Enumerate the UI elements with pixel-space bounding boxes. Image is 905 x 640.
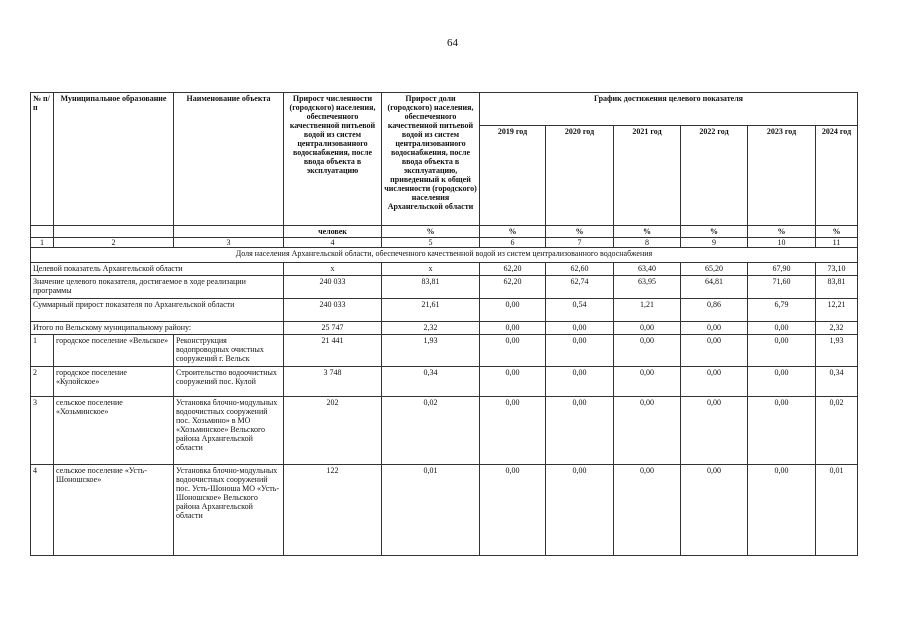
summary-label: Целевой показатель Архангельской области — [31, 263, 284, 276]
row-year-value: 0,00 — [480, 367, 546, 397]
table-row — [31, 465, 858, 556]
column-number: 4 — [284, 238, 382, 248]
summary-year-value: 62,60 — [546, 263, 614, 276]
row-municipality: городское поселение «Кулойское» — [54, 367, 174, 397]
row-year-value: 0,34 — [816, 367, 858, 397]
header-year: 2022 год — [681, 126, 748, 226]
header-year: 2019 год — [480, 126, 546, 226]
row-share: 0,02 — [382, 397, 480, 465]
row-persons: 3 748 — [284, 367, 382, 397]
summary-year-value: 62,20 — [480, 276, 546, 299]
column-number: 6 — [480, 238, 546, 248]
summary-year-value: 0,86 — [681, 299, 748, 322]
unit-persons: человек — [284, 226, 382, 238]
row-year-value: 0,01 — [816, 465, 858, 556]
summary-year-value: 65,20 — [681, 263, 748, 276]
summary-year-value: 71,60 — [748, 276, 816, 299]
row-year-value: 0,00 — [748, 335, 816, 367]
summary-row — [31, 263, 858, 276]
row-share: 0,01 — [382, 465, 480, 556]
summary-year-value: 6,79 — [748, 299, 816, 322]
column-number: 7 — [546, 238, 614, 248]
row-persons: 202 — [284, 397, 382, 465]
units-empty — [54, 226, 174, 238]
summary-share: 83,81 — [382, 276, 480, 299]
summary-year-value: 0,00 — [480, 299, 546, 322]
unit-pct: % — [816, 226, 858, 238]
summary-persons: 240 033 — [284, 299, 382, 322]
summary-year-value: 64,81 — [681, 276, 748, 299]
row-year-value: 0,00 — [480, 397, 546, 465]
column-number: 5 — [382, 238, 480, 248]
row-number: 2 — [31, 367, 54, 397]
summary-year-value: 67,90 — [748, 263, 816, 276]
column-number: 3 — [174, 238, 284, 248]
column-number: 11 — [816, 238, 858, 248]
header-municipality: Муниципальное образование — [54, 93, 174, 226]
row-municipality: сельское поселение «Усть-Шоношское» — [54, 465, 174, 556]
column-number: 2 — [54, 238, 174, 248]
summary-year-value: 0,54 — [546, 299, 614, 322]
unit-pct: % — [614, 226, 681, 238]
table-row — [31, 367, 858, 397]
header-object: Наименование объекта — [174, 93, 284, 226]
row-share: 0,34 — [382, 367, 480, 397]
row-object: Реконструкция водопроводных очистных сооружений г. Вельск — [174, 335, 284, 367]
row-persons: 21 441 — [284, 335, 382, 367]
header-num: № п/п — [31, 93, 54, 226]
summary-persons: 240 033 — [284, 276, 382, 299]
row-year-value: 0,00 — [614, 367, 681, 397]
unit-pct: % — [681, 226, 748, 238]
units-empty — [174, 226, 284, 238]
row-number: 4 — [31, 465, 54, 556]
summary-year-value: 0,00 — [681, 322, 748, 335]
row-year-value: 0,00 — [546, 397, 614, 465]
row-share: 1,93 — [382, 335, 480, 367]
section-title-row — [31, 248, 858, 263]
header-year: 2021 год — [614, 126, 681, 226]
summary-persons: x — [284, 263, 382, 276]
summary-year-value: 2,32 — [816, 322, 858, 335]
column-number: 10 — [748, 238, 816, 248]
summary-year-value: 62,20 — [480, 263, 546, 276]
row-number: 1 — [31, 335, 54, 367]
row-year-value: 0,00 — [681, 367, 748, 397]
summary-year-value: 12,21 — [816, 299, 858, 322]
column-number: 9 — [681, 238, 748, 248]
summary-row — [31, 276, 858, 299]
row-year-value: 0,00 — [748, 397, 816, 465]
row-municipality: сельское поселение «Хозьминское» — [54, 397, 174, 465]
unit-pct: % — [382, 226, 480, 238]
summary-label: Значение целевого показателя, достигаемое в ходе реализации программы — [31, 276, 284, 299]
unit-pct: % — [546, 226, 614, 238]
row-year-value: 0,00 — [748, 465, 816, 556]
summary-year-value: 0,00 — [748, 322, 816, 335]
row-year-value: 0,00 — [681, 335, 748, 367]
row-year-value: 0,02 — [816, 397, 858, 465]
summary-row — [31, 322, 858, 335]
row-year-value: 0,00 — [614, 465, 681, 556]
units-empty — [31, 226, 54, 238]
row-year-value: 0,00 — [480, 335, 546, 367]
row-year-value: 0,00 — [614, 335, 681, 367]
table-row — [31, 335, 858, 367]
unit-pct: % — [748, 226, 816, 238]
header-share-growth: Прирост доли (городского) населения, обеспеченного качественной питьевой водой из систем централизованного водоснабжения, после ввода объекта в эксплуатацию, приведенный к общей численности (городского) населения Архангельской области — [382, 93, 480, 226]
row-object: Строительство водоочистных сооружений пос. Кулой — [174, 367, 284, 397]
summary-label: Итого по Вельскому муниципальному району: — [31, 322, 284, 335]
header-year: 2023 год — [748, 126, 816, 226]
header-row-1 — [31, 93, 858, 126]
row-number: 3 — [31, 397, 54, 465]
row-year-value: 0,00 — [614, 397, 681, 465]
column-number: 8 — [614, 238, 681, 248]
summary-share: x — [382, 263, 480, 276]
summary-label: Суммарный прирост показателя по Архангельской области — [31, 299, 284, 322]
summary-year-value: 62,74 — [546, 276, 614, 299]
page-number: 64 — [447, 37, 458, 49]
row-object: Установка блочно-модульных водоочистных сооружений пос. Усть-Шоноша МО «Усть-Шоношское» Вельского района Архангельской области — [174, 465, 284, 556]
target-indicator-table — [30, 92, 858, 556]
column-number-row — [31, 238, 858, 248]
summary-year-value: 63,95 — [614, 276, 681, 299]
header-year: 2020 год — [546, 126, 614, 226]
summary-year-value: 63,40 — [614, 263, 681, 276]
row-year-value: 0,00 — [546, 465, 614, 556]
summary-year-value: 73,10 — [816, 263, 858, 276]
summary-rows — [31, 263, 858, 335]
row-year-value: 1,93 — [816, 335, 858, 367]
summary-year-value: 83,81 — [816, 276, 858, 299]
units-row — [31, 226, 858, 238]
column-number: 1 — [31, 238, 54, 248]
summary-year-value: 0,00 — [614, 322, 681, 335]
row-object: Установка блочно-модульных водоочистных сооружений пос. Хозьмино» в МО «Хозьминское» Вельского района Архангельской области — [174, 397, 284, 465]
table-row — [31, 397, 858, 465]
row-year-value: 0,00 — [681, 397, 748, 465]
header-schedule: График достижения целевого показателя — [480, 93, 858, 126]
header-year: 2024 год — [816, 126, 858, 226]
row-year-value: 0,00 — [546, 335, 614, 367]
row-year-value: 0,00 — [681, 465, 748, 556]
row-municipality: городское поселение «Вельское» — [54, 335, 174, 367]
summary-year-value: 0,00 — [480, 322, 546, 335]
summary-persons: 25 747 — [284, 322, 382, 335]
summary-share: 21,61 — [382, 299, 480, 322]
summary-share: 2,32 — [382, 322, 480, 335]
row-year-value: 0,00 — [748, 367, 816, 397]
object-rows — [31, 335, 858, 556]
header-pop-growth: Прирост численности (городского) населения, обеспеченного качественной питьевой водой из систем централизованного водоснабжения, после ввода объекта в эксплуатацию — [284, 93, 382, 226]
summary-year-value: 0,00 — [546, 322, 614, 335]
section-title: Доля населения Архангельской области, обеспеченного качественной водой из систем централизованного водоснабжения — [31, 248, 858, 263]
row-persons: 122 — [284, 465, 382, 556]
summary-year-value: 1,21 — [614, 299, 681, 322]
summary-row — [31, 299, 858, 322]
unit-pct: % — [480, 226, 546, 238]
row-year-value: 0,00 — [480, 465, 546, 556]
row-year-value: 0,00 — [546, 367, 614, 397]
